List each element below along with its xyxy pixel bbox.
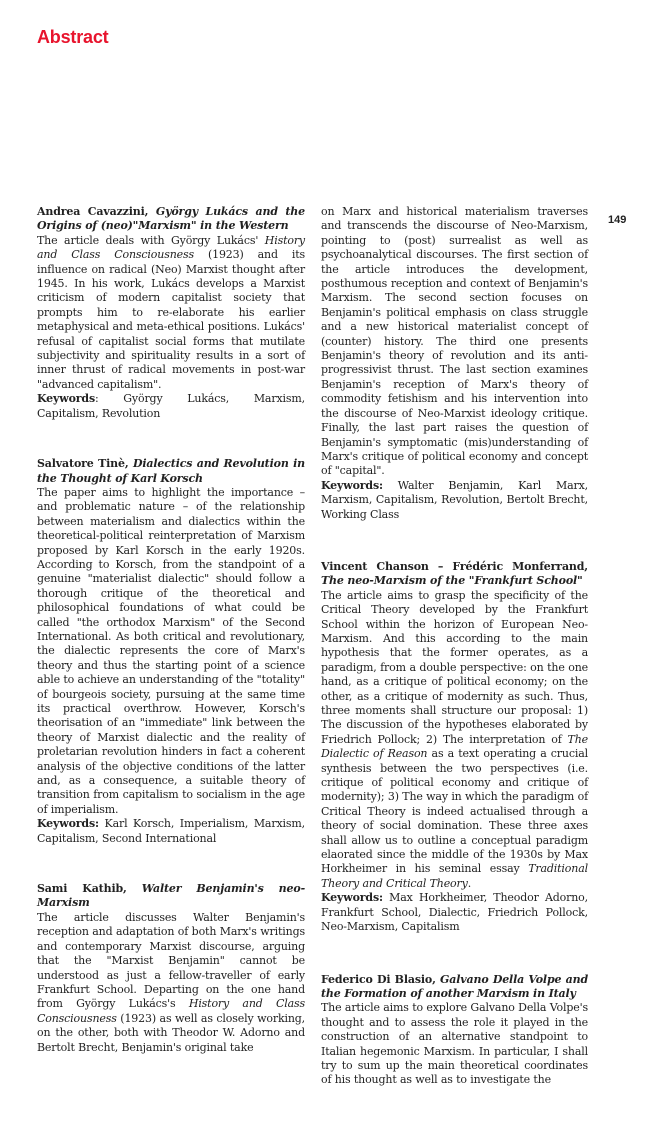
abstract-text: as a text operating a crucial synthesis between the two perspectives (i.e. critique of political economy and critique of modernity); 3) The way in which the paradigm of Critical Theory is indeed actualised through a theory of social domination. These three axes shall allow us to outline a conceptual paradigm elaorated since the middle of the 1930s by Max Horkheimer in his seminal essay bbox=[321, 747, 588, 876]
entry-title: Galvano Della Volpe and the Formation of another Marxism in Italy bbox=[321, 972, 588, 1000]
entry-title: Walter Benjamin's neo-Marxism bbox=[37, 882, 305, 910]
abstract-book-title: Traditional Theory and Critical Theory bbox=[321, 862, 588, 890]
abstract-text: The article discusses Walter Benjamin's reception and adaptation of both Marx's writings and contemporary Marxist discourse, arguing that the "Marxist Benjamin" cannot be understood as just a fellow-traveller of early Frankfurt School. Departing on the one hand from György Lukács's bbox=[37, 910, 305, 1011]
entry-title: The neo-Marxism of the "Frankfurt School" bbox=[321, 574, 583, 588]
abstract-text: The article aims to explore Galvano Della Volpe's thought and to assess the role it played in the construction of an alternative standpoint to Italian hegemonic Marxism. In particular, I shall try to sum up the main theoretical coordinates of his thought as well as to investigate the bbox=[321, 1001, 588, 1087]
entry-title: Dialectics and Revolution in the Thought of Karl Korsch bbox=[37, 457, 305, 485]
entry-author: Sami Kathib, bbox=[37, 882, 142, 896]
entry-heading bbox=[37, 882, 305, 911]
abstract-text: (1923) and its influence on radical (Neo) Marxist thought after 1945. In his work, Lukács develops a Marxist criticism of modern capitalist society that prompts him to re-elaborate his earlier metaphysical and meta-ethical positions. Lukács' refusal of capitalist social forms that mutilate subjectivity and spirituality results in a sort of inner thrust of radical movements in post-war "advanced capitalism". bbox=[37, 248, 305, 391]
abstract-text: on Marx and historical materialism traverses and transcends the discourse of Neo-Marxism, pointing to (post) surrealist as well as psychoanalytical discourses. The first section of the article introduces the development, posthumous reception and context of Benjamin's Marxism. The second section focuses on Benjamin's political emphasis on class struggle and a new historical materialist concept of (counter) history. The third one presents Benjamin's theory of revolution and its anti-progressivist thrust. The last section examines Benjamin's reception of Marx's theory of commodity fetishism and his intervention into the discourse of Neo-Marxist ideology critique. Finally, the last part raises the question of Benjamin's symptomatic (mis)understanding of Marx's critique of political economy and concept of "capital". bbox=[321, 205, 588, 478]
entry-heading bbox=[321, 973, 588, 1002]
abstract-entry bbox=[321, 560, 588, 935]
keywords-list: Walter Benjamin, Karl Marx, Marxism, Capitalism, Revolution, Bertolt Brecht, Working Class bbox=[321, 478, 588, 521]
entry-heading bbox=[37, 457, 305, 486]
abstract-text: The article aims to grasp the specificity of the Critical Theory developed by the Frankfurt School within the horizon of European Neo-Marxism. And this according to the main hypothesis that the former operates, as a paradigm, from a double perspective: on the one hand, as a critique of political economy; on the other, as a critique of modernity as such. Thus, three moments shall structure our proposal: 1) The discussion of the hypotheses elaborated by Friedrich Pollock; 2) The interpretation of bbox=[321, 588, 588, 746]
left-column bbox=[37, 205, 305, 1091]
keywords-label: Keywords: bbox=[321, 891, 383, 905]
abstract-book-title: History and Class Consciousness bbox=[37, 233, 305, 262]
keywords-line bbox=[321, 479, 588, 522]
abstract-text: . bbox=[467, 876, 472, 890]
abstract-body bbox=[37, 911, 305, 1055]
keywords-label: Keywords bbox=[37, 392, 95, 406]
abstract-entry bbox=[321, 973, 588, 1088]
keywords-line bbox=[321, 891, 588, 934]
abstract-text: (1923) as well as closely working, on the other, both with Theodor W. Adorno and Bertolt Brecht, Benjamin's original take bbox=[37, 1011, 305, 1054]
right-column bbox=[321, 205, 588, 1126]
keywords-label: Keywords: bbox=[321, 478, 383, 492]
abstract-book-title: History and Class Consciousness bbox=[37, 997, 306, 1025]
entry-author: Federico Di Blasio, bbox=[321, 972, 441, 986]
abstract-text: The article deals with György Lukács' bbox=[37, 233, 265, 247]
abstract-entry bbox=[37, 882, 305, 1055]
abstract-entry bbox=[37, 205, 305, 421]
keywords-line bbox=[37, 817, 305, 846]
keywords-list: : György Lukács, Marxism, Capitalism, Revolution bbox=[37, 392, 305, 420]
abstract-book-title: The Dialectic of Reason bbox=[321, 732, 588, 761]
abstract-body bbox=[321, 589, 588, 892]
entry-author: Andrea Cavazzini, bbox=[37, 205, 156, 218]
entry-author: Salvatore Tinè, bbox=[37, 457, 133, 471]
entry-heading bbox=[321, 560, 588, 589]
entry-title: György Lukács and the Origins of (neo)"Marxism" in the Western bbox=[37, 205, 306, 233]
keywords-label: Keywords: bbox=[37, 817, 99, 831]
abstract-continuation bbox=[321, 205, 588, 522]
abstract-text: The paper aims to highlight the importance – and problematic nature – of the relationship between materialism and dialectics within the theoretical-political reinterpretation of Marxism proposed by Karl Korsch in the early 1920s. According to Korsch, from the standpoint of a genuine "materialist dialectic" should follow a thorough critique of the theoretical and philosophical foundations of what could be called "the orthodox Marxism" of the Second International. As both critical and revolutionary, the dialectic represents the core of Marx's theory and thus the starting point of a science able to achieve an understanding of the "totality" of bourgeois society, pursuing at the same time its practical overthrow. However, Korsch's theorisation of an "immediate" link between the theory of Marxist dialectic and the reality of proletarian revolution hinders in fact a coherent analysis of the objective conditions of the latter and, as a consequence, a suitable theory of transition from capitalism to socialism in the age of imperialism. bbox=[37, 485, 305, 816]
abstract-body bbox=[37, 234, 305, 392]
keywords-list: Karl Korsch, Imperialism, Marxism, Capitalism, Second International bbox=[37, 817, 305, 845]
keywords-line bbox=[37, 392, 305, 421]
entry-author: Vincent Chanson – Frédéric Monferrand, bbox=[321, 559, 588, 573]
keywords-list: Max Horkheimer, Theodor Adorno, Frankfurt School, Dialectic, Friedrich Pollock, Neo-Marxism, Capitalism bbox=[321, 891, 588, 934]
page-number: 149 bbox=[608, 214, 627, 226]
page-heading: Abstract bbox=[37, 27, 109, 47]
entry-heading bbox=[37, 205, 305, 234]
abstract-entry bbox=[37, 457, 305, 846]
